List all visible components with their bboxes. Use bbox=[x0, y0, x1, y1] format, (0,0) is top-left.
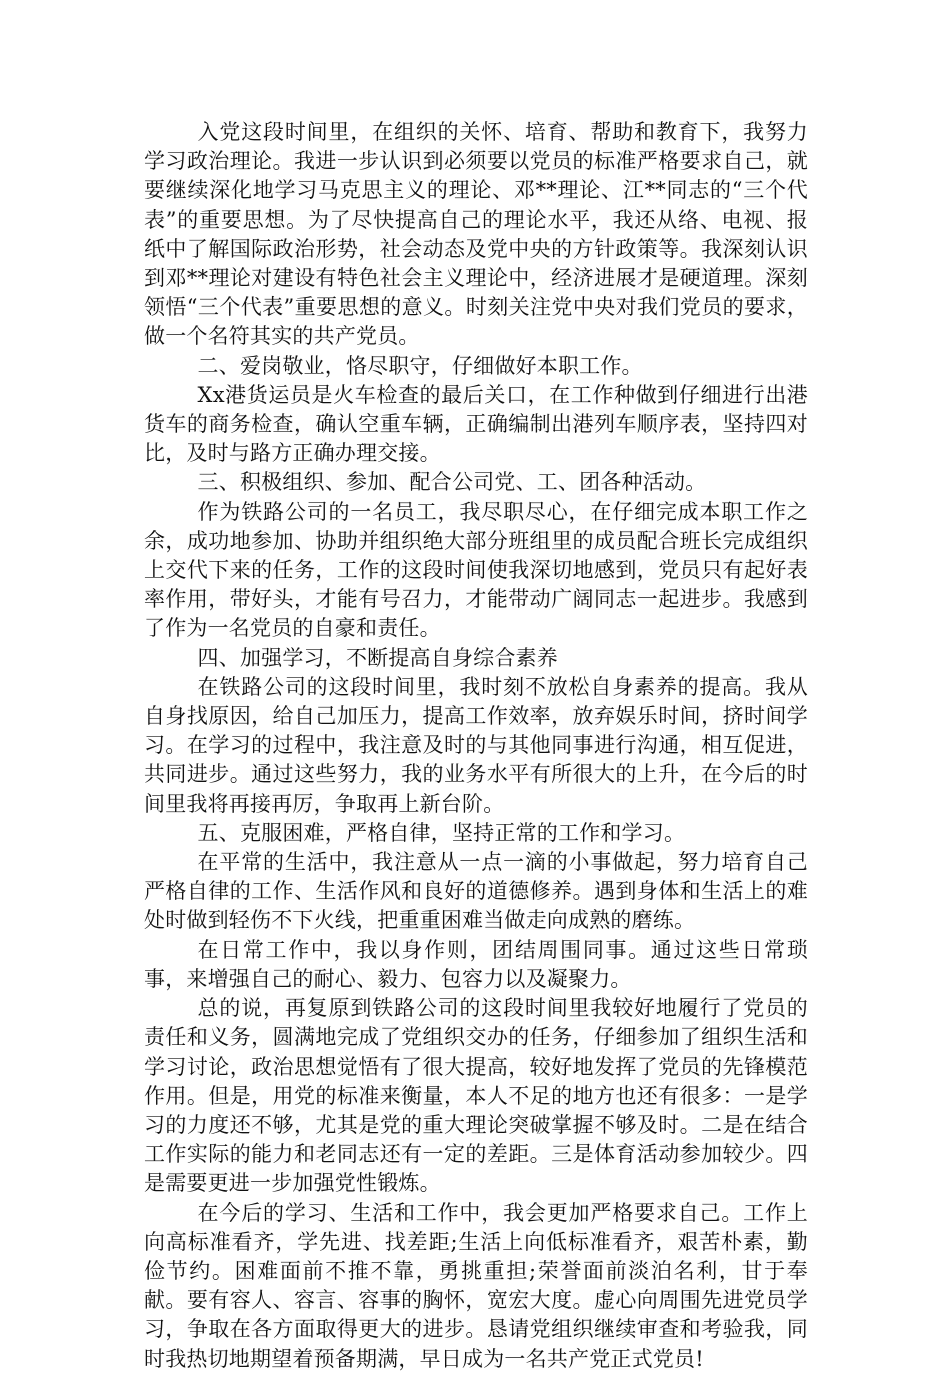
paragraph-daily-work: 在日常工作中，我以身作则，团结周围同事。通过这些日常琐事，来增强自己的耐心、毅力、包容力以及凝聚力。 bbox=[144, 937, 808, 991]
heading-section-three: 三、积极组织、参加、配合公司党、工、团各种活动。 bbox=[197, 470, 707, 495]
paragraph-freight-duty: Xx港货运员是火车检查的最后关口，在工作种做到仔细进行出港货车的商务检查，确认空重车辆，正确编制出港列车顺序表，坚持四对比，及时与路方正确办理交接。 bbox=[144, 382, 808, 466]
heading-section-four: 四、加强学习，不断提高自身综合素养 bbox=[197, 645, 558, 670]
heading-section-five: 五、克服困难，严格自律，坚持正常的工作和学习。 bbox=[197, 820, 686, 845]
paragraph-future-commitment: 在今后的学习、生活和工作中，我会更加严格要求自己。工作上向高标准看齐，学先进、找差距;生活上向低标准看齐，艰苦朴素，勤俭节约。困难面前不推不靠，勇挑重担;荣誉面前淡泊名利，甘于奉献。要有容人、容言、容事的胸怀，宽宏大度。虚心向周围先进党员学习，争取在各方面取得更大的进步。恳请党组织继续审查和考验我，同时我热切地期望着预备期满，早日成为一名共产党正式党员! bbox=[144, 1200, 808, 1371]
document-body bbox=[144, 118, 808, 1374]
paragraph-daily-life: 在平常的生活中，我注意从一点一滴的小事做起，努力培育自己严格自律的工作、生活作风和良好的道德修养。遇到身体和生活上的难处时做到轻伤不下火线，把重重困难当做走向成熟的磨练。 bbox=[144, 850, 808, 933]
paragraph-company-activities: 作为铁路公司的一名员工，我尽职尽心，在仔细完成本职工作之余，成功地参加、协助并组织绝大部分班组里的成员配合班长完成组织上交代下来的任务，工作的这段时间使我深切地感到，党员只有起好表率作用，带好头，才能有号召力，才能带动广阔同志一起进步。我感到了作为一名党员的自豪和责任。 bbox=[144, 499, 808, 641]
paragraph-party-study: 入党这段时间里，在组织的关怀、培育、帮助和教育下，我努力学习政治理论。我进一步认识到必须要以党员的标准严格要求自己，就要继续深化地学习马克思主义的理论、邓**理论、江**同志的“三个代表”的重要思想。为了尽快提高自己的理论水平，我还从络、电视、报纸中了解国际政治形势，社会动态及党中央的方针政策等。我深刻认识到邓**理论对建设有特色社会主义理论中，经济进展才是硬道理。深刻领悟“三个代表”重要思想的意义。时刻关注党中央对我们党员的要求，做一个名符其实的共产党员。 bbox=[144, 120, 808, 349]
paragraph-summary: 总的说，再复原到铁路公司的这段时间里我较好地履行了党员的责任和义务，圆满地完成了党组织交办的任务，仔细参加了组织生活和学习讨论，政治思想觉悟有了很大提高，较好地发挥了党员的先锋模范作用。但是，用党的标准来衡量，本人不足的地方也还有很多：一是学习的力度还不够，尤其是党的重大理论突破掌握不够及时。二是在结合工作实际的能力和老同志还有一定的差距。三是体育活动参加较少。四是需要更进一步加强党性锻炼。 bbox=[144, 996, 808, 1196]
heading-section-two: 二、爱岗敬业，恪尽职守，仔细做好本职工作。 bbox=[197, 353, 643, 378]
paragraph-self-improvement: 在铁路公司的这段时间里，我时刻不放松自身素养的提高。我从自身找原因，给自己加压力，提高工作效率，放弃娱乐时间，挤时间学习。在学习的过程中，我注意及时的与其他同事进行沟通，相互促进，共同进步。通过这些努力，我的业务水平有所很大的上升，在今后的时间里我将再接再厉，争取再上新台阶。 bbox=[144, 674, 808, 816]
